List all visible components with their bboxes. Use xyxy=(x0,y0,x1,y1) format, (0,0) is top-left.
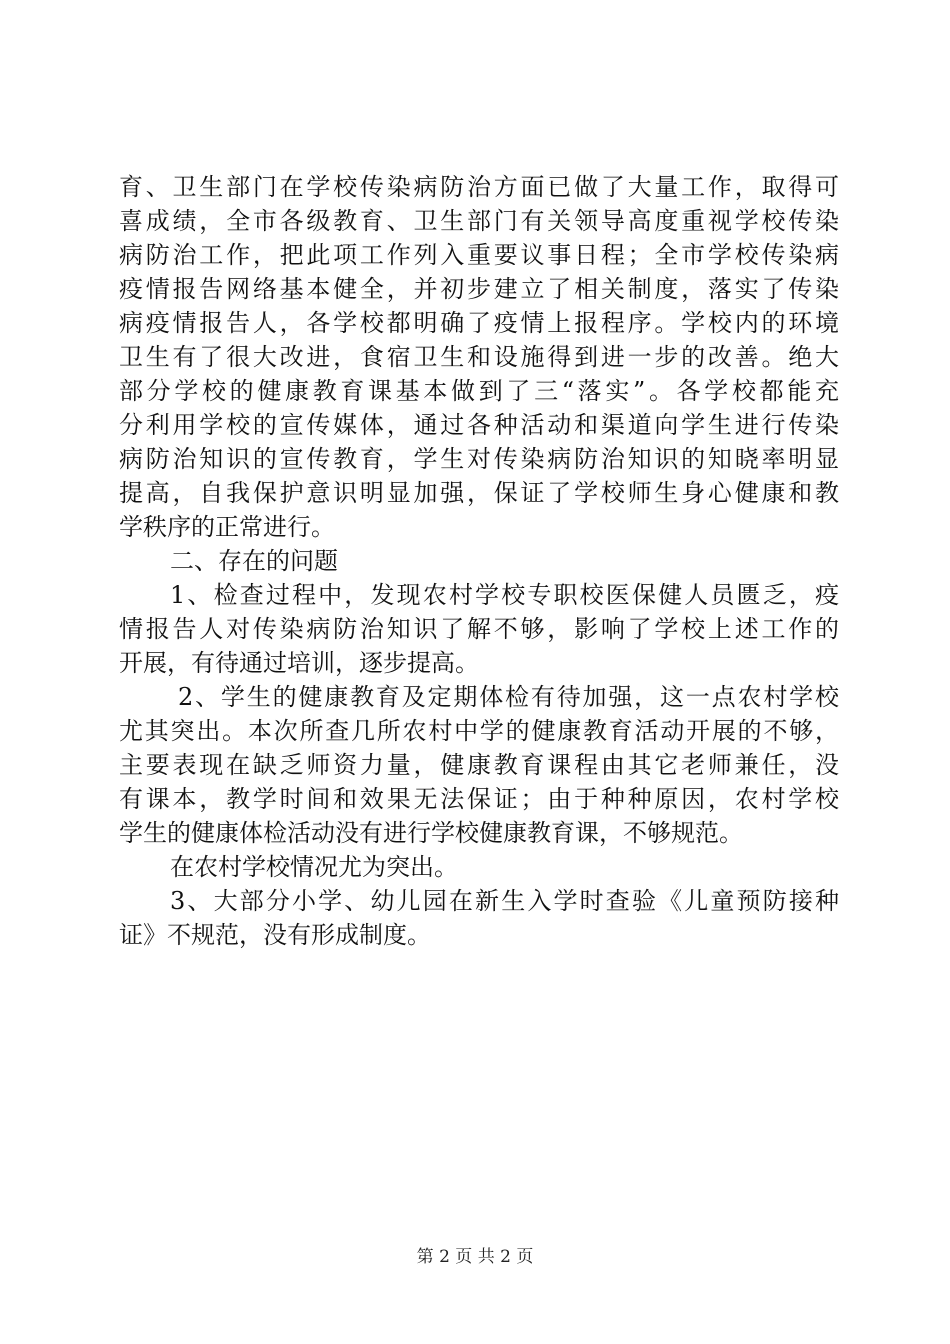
page-number-footer: 第 2 页 共 2 页 xyxy=(416,1247,534,1267)
text-line: 病防治知识的宣传教育，学生对传染病防治知识的知晓率明显 xyxy=(119,445,839,473)
text-line: 育、卫生部门在学校传染病防治方面已做了大量工作，取得可 xyxy=(119,173,839,201)
text-line: 学生的健康体检活动没有进行学校健康教育课，不够规范。 xyxy=(119,819,743,847)
text-line: 证》不规范，没有形成制度。 xyxy=(119,921,431,949)
text-line: 病疫情报告人，各学校都明确了疫情上报程序。学校内的环境 xyxy=(119,309,839,337)
text-line: 尤其突出。本次所查几所农村中学的健康教育活动开展的不够， xyxy=(119,717,839,745)
text-line: 主要表现在缺乏师资力量，健康教育课程由其它老师兼任，没 xyxy=(119,751,839,779)
text-line: 学秩序的正常进行。 xyxy=(119,513,335,541)
document-body xyxy=(119,170,839,952)
text-line: 部分学校的健康教育课基本做到了三“落实”。各学校都能充 xyxy=(119,377,839,405)
text-line: 疫情报告网络基本健全，并初步建立了相关制度，落实了传染 xyxy=(119,275,839,303)
text-line: 病防治工作，把此项工作列入重要议事日程；全市学校传染病 xyxy=(119,241,839,269)
text-line: 3、大部分小学、幼儿园在新生入学时查验《儿童预防接种 xyxy=(170,887,839,915)
section-heading: 二、存在的问题 xyxy=(170,547,338,575)
text-line: 有课本，教学时间和效果无法保证；由于种种原因，农村学校 xyxy=(119,785,839,813)
text-line: 2、学生的健康教育及定期体检有待加强，这一点农村学校 xyxy=(178,683,839,711)
text-line: 1、检查过程中，发现农村学校专职校医保健人员匮乏，疫 xyxy=(170,581,839,609)
text-line: 喜成绩，全市各级教育、卫生部门有关领导高度重视学校传染 xyxy=(119,207,839,235)
text-line: 提高，自我保护意识明显加强，保证了学校师生身心健康和教 xyxy=(119,479,839,507)
text-line: 在农村学校情况尤为突出。 xyxy=(170,853,458,881)
text-line: 分利用学校的宣传媒体，通过各种活动和渠道向学生进行传染 xyxy=(119,411,839,439)
text-line: 卫生有了很大改进，食宿卫生和设施得到进一步的改善。绝大 xyxy=(119,343,839,371)
text-line: 情报告人对传染病防治知识了解不够，影响了学校上述工作的 xyxy=(119,615,839,643)
text-line: 开展，有待通过培训，逐步提高。 xyxy=(119,649,479,677)
